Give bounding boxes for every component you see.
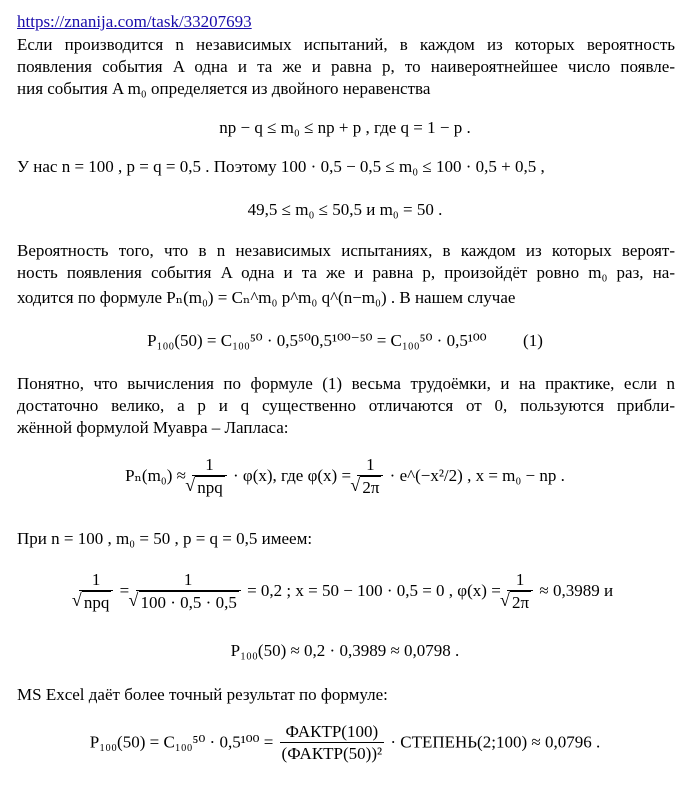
compute-frac1-den: √ npq xyxy=(82,591,112,614)
compute-rest1: = 0,2 ; x = 50 − 100 · 0,5 = 0 , φ(x) = xyxy=(247,580,501,600)
para3-line1: Понятно, что вычисления по формуле (1) весьма трудоёмки, и на практике, если n xyxy=(17,374,675,393)
excel-fraction xyxy=(280,722,385,765)
compute-frac2 xyxy=(136,570,241,614)
formula-laplace xyxy=(0,455,690,499)
compute-frac3-num: 1 xyxy=(515,570,525,589)
formula-excel xyxy=(0,722,690,765)
formula-inequality: np − q ≤ m₀ ≤ np + p , где q = 1 − p . xyxy=(219,118,471,137)
laplace-frac-den: √ npq xyxy=(195,476,225,499)
formula-number: (1) xyxy=(523,331,543,350)
formula-result: P₁₀₀(50) ≈ 0,2 · 0,3989 ≈ 0,0798 . xyxy=(230,641,460,660)
excel-frac-den: (ФАКТР(50))² xyxy=(281,744,383,763)
excel-frac-num: ФАКТР(100) xyxy=(285,722,379,741)
excel-left: P₁₀₀(50) = C₁₀₀⁵⁰ · 0,5¹⁰⁰ = xyxy=(89,732,274,752)
laplace-fraction xyxy=(192,455,227,499)
excel-intro: MS Excel даёт более точный результат по формуле: xyxy=(17,685,388,704)
given-values: При n = 100 , m₀ = 50 , p = q = 0,5 имеем: xyxy=(17,529,313,548)
laplace-frac-num: 1 xyxy=(205,455,214,474)
compute-eq: = xyxy=(119,580,130,600)
formula-compute xyxy=(0,570,690,614)
compute-frac2-den: √ 100 · 0,5 · 0,5 xyxy=(139,591,239,614)
source-link-line xyxy=(17,11,252,33)
compute-frac1 xyxy=(79,570,114,614)
phi-frac-num: 1 xyxy=(366,455,375,474)
formula-bernoulli xyxy=(0,331,690,351)
para2-line3: ходится по формуле Pₙ(m₀) = Cₙ^m₀ p^m₀ q^(n−m₀) . В нашем случае xyxy=(17,288,516,307)
para2-line2: ность появления события A одна и та же и равна p, произойдёт ровно m₀ раз, на- xyxy=(17,263,675,282)
para3-line2: достаточно велико, а p и q существенно отличаются от 0, пользуются прибли- xyxy=(17,396,675,415)
laplace-right: · e^(−x²/2) , x = m₀ − np . xyxy=(389,465,565,485)
phi-frac-den: √ 2π xyxy=(360,476,381,499)
para2-line1: Вероятность того, что в n независимых испытаниях, в каждом из которых вероят- xyxy=(17,241,675,260)
compute-frac1-num: 1 xyxy=(91,570,101,589)
compute-frac3 xyxy=(507,570,533,614)
para1-line1: Если производится n независимых испытаний, в каждом из которых вероятность xyxy=(17,35,675,54)
para1-line2: появления события A одна и та же и равна p, то наивероятнейшее число появле- xyxy=(17,57,675,76)
formula-given: У нас n = 100 , p = q = 0,5 . Поэтому 100 · 0,5 − 0,5 ≤ m₀ ≤ 100 · 0,5 + 0,5 , xyxy=(17,157,545,176)
compute-frac3-den: √ 2π xyxy=(510,591,531,614)
formula-bernoulli-main: P₁₀₀(50) = C₁₀₀⁵⁰ · 0,5⁵⁰0,5¹⁰⁰⁻⁵⁰ = C₁₀₀⁵⁰ · 0,5¹⁰⁰ xyxy=(147,331,487,350)
formula-m0: 49,5 ≤ m₀ ≤ 50,5 и m₀ = 50 . xyxy=(247,200,443,219)
compute-frac2-num: 1 xyxy=(183,570,193,589)
compute-rest2: ≈ 0,3989 и xyxy=(539,580,614,600)
excel-right: · СТЕПЕНЬ(2;100) ≈ 0,0796 . xyxy=(390,732,601,752)
laplace-mid: · φ(x), где φ(x) = xyxy=(232,465,352,485)
phi-fraction xyxy=(357,455,383,499)
laplace-left: Pₙ(m₀) ≈ xyxy=(125,465,186,485)
para3-line3: жённой формулой Муавра – Лапласа: xyxy=(17,418,289,437)
source-link[interactable]: https://znanija.com/task/33207693 xyxy=(17,12,252,31)
para1-line3: ния события A m₀ определяется из двойного неравенства xyxy=(17,79,431,98)
